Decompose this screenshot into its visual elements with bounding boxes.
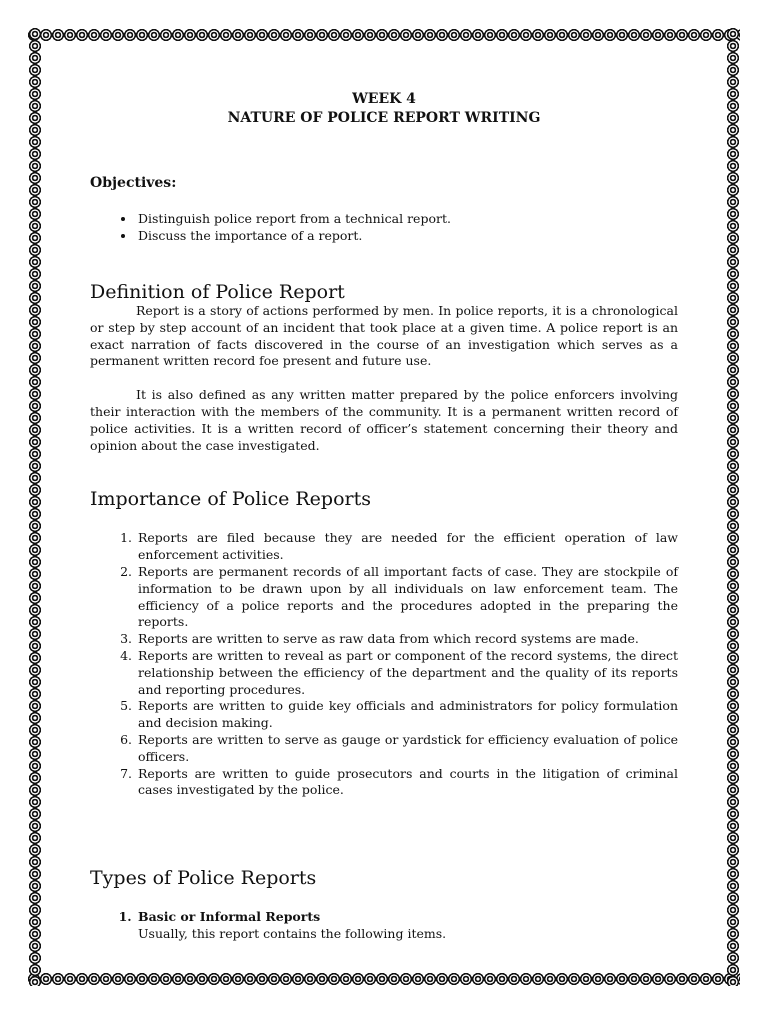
importance-item: 4. Reports are written to reveal as part or component of the record systems, the direct relationship between the efficiency of the department and the quality of its reports and reporting procedures. xyxy=(136,648,678,698)
objectives-heading: Objectives: xyxy=(90,175,177,191)
types-list xyxy=(90,909,678,943)
objectives-list xyxy=(90,210,678,244)
week-label: WEEK 4 xyxy=(352,91,416,107)
document-title: NATURE OF POLICE REPORT WRITING xyxy=(227,110,541,126)
type-item xyxy=(136,909,678,943)
page-border-bottom xyxy=(28,972,740,986)
importance-item: 3. Reports are written to serve as raw data from which record systems are made. xyxy=(136,631,678,648)
importance-item: 6. Reports are written to serve as gauge or yardstick for efficiency evaluation of police officers. xyxy=(136,732,678,766)
page-border-left xyxy=(28,28,42,986)
importance-item: 1. Reports are filed because they are needed for the efficient operation of law enforcement activities. xyxy=(136,530,678,564)
page-border-top xyxy=(28,28,740,42)
type-title: Basic or Informal Reports xyxy=(138,909,321,925)
importance-item: 5. Reports are written to guide key officials and administrators for policy formulation and decision making. xyxy=(136,698,678,732)
types-heading: Types of Police Reports xyxy=(90,867,317,890)
objective-item: • Distinguish police report from a technical report. xyxy=(136,210,678,227)
type-description: Usually, this report contains the following items. xyxy=(138,925,447,941)
page-border-right xyxy=(726,28,740,986)
importance-heading: Importance of Police Reports xyxy=(90,488,371,511)
document-body xyxy=(90,90,678,943)
importance-item: 7. Reports are written to guide prosecutors and courts in the litigation of criminal cases investigated by the police. xyxy=(136,766,678,800)
definition-paragraph: It is also defined as any written matter prepared by the police enforcers involving their interaction with the members of the community. It is a permanent written record of police activities. It is a written record of officer’s statement concerning their theory and opinion about the case investigated. xyxy=(90,387,678,453)
importance-item: 2. Reports are permanent records of all important facts of case. They are stockpile of information to be drawn upon by all individuals on law enforcement team. The efficiency of a police reports and the procedures adopted in the preparing the reports. xyxy=(136,564,678,631)
objective-item: • Discuss the importance of a report. xyxy=(136,227,678,244)
definition-heading: Definition of Police Report xyxy=(90,281,345,303)
importance-list xyxy=(90,530,678,799)
definition-paragraph: Report is a story of actions performed by men. In police reports, it is a chronological or step by step account of an incident that took place at a given time. A police report is an exact narration of facts discovered in the course of an investigation which serves as a permanent written record foe present and future use. xyxy=(90,303,678,369)
